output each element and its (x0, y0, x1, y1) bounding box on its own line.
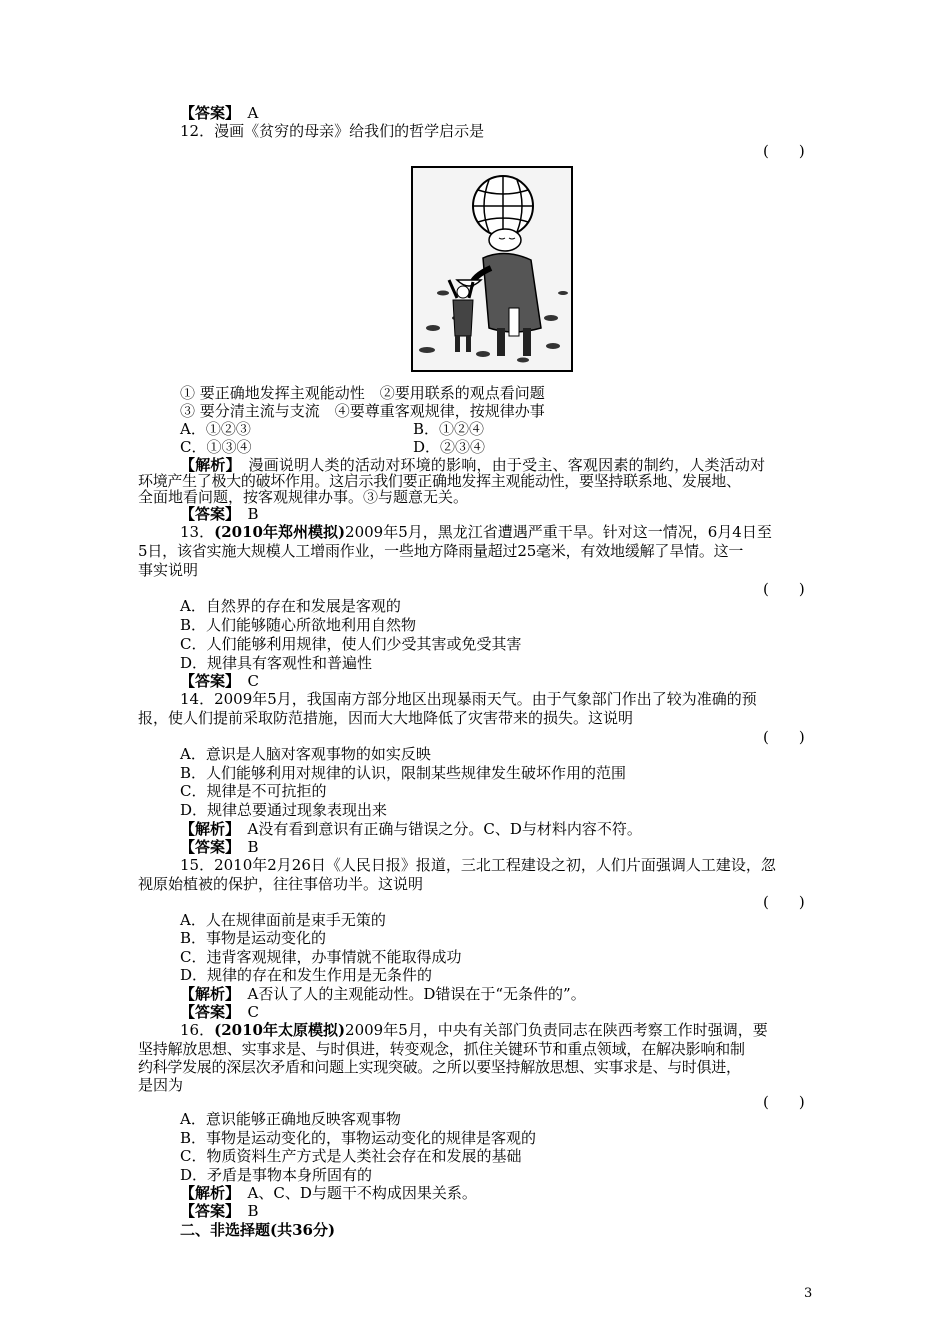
q12-answer-blank: ( ) (763, 142, 805, 160)
q15-stem-line2: 视原始植被的保护，往往事倍功半。这说明 (138, 875, 424, 893)
q16-stem-line1: 16．(2010年太原模拟)2009年5月，中央有关部门负责同志在陕西考察工作时强调，要 (180, 1021, 768, 1039)
q16-choice-b: B．事物是运动变化的，事物运动变化的规律是客观的 (180, 1129, 537, 1147)
page-number: 3 (804, 1286, 813, 1301)
q15-stem-line1: 15．2010年2月26日《人民日报》报道，三北工程建设之初，人们片面强调人工建设，忽 (180, 856, 776, 874)
q13-stem-line1: 13．(2010年郑州模拟)2009年5月，黑龙江省遭遇严重干旱。针对这一情况，6月4日至 (180, 523, 772, 541)
q13-choice-b: B．人们能够随心所欲地利用自然物 (180, 616, 417, 634)
q13-answer: 【答案】 C (180, 672, 260, 690)
q12-choice-c: C．①③④ (180, 438, 252, 456)
q13-choice-a: A．自然界的存在和发展是客观的 (180, 597, 401, 615)
q12-choice-b: B．①②④ (413, 420, 485, 438)
q14-choice-a: A．意识是人脑对客观事物的如实反映 (180, 745, 431, 763)
q16-answer-blank: ( ) (763, 1093, 805, 1111)
q14-answer-blank: ( ) (763, 728, 805, 746)
q16-stem-line3: 约科学发展的深层次矛盾和问题上实现突破。之所以要坚持解放思想、实事求是、与时俱进， (138, 1058, 741, 1076)
q12-analysis-line1: 【解析】 漫画说明人类的活动对环境的影响，由于受主、客观因素的制约，人类活动对 (180, 456, 766, 474)
q13-answer-blank: ( ) (763, 580, 805, 598)
q15-answer: 【答案】 C (180, 1003, 260, 1021)
q12-analysis-line2: 环境产生了极大的破坏作用。这启示我们要正确地发挥主观能动性，要坚持联系地、发展地、 (138, 472, 741, 490)
q14-choice-d: D．规律总要通过现象表现出来 (180, 801, 388, 819)
q16-answer: 【答案】 B (180, 1202, 259, 1220)
q13-choice-d: D．规律具有客观性和普遍性 (180, 654, 373, 672)
q12-options-line2: ③ 要分清主流与支流 ④要尊重客观规律，按规律办事 (180, 402, 545, 420)
q16-stem-line4: 是因为 (138, 1076, 184, 1094)
q16-stem-line2: 坚持解放思想、实事求是、与时俱进，转变观念，抓住关键环节和重点领域，在解决影响和制 (138, 1040, 745, 1058)
q16-analysis: 【解析】 A、C、D与题干不构成因果关系。 (180, 1184, 477, 1202)
q13-stem-line3: 事实说明 (138, 561, 199, 579)
cartoon-illustration (413, 168, 571, 370)
q14-choice-b: B．人们能够利用对规律的认识，限制某些规律发生破坏作用的范围 (180, 764, 627, 782)
q14-answer: 【答案】 B (180, 838, 259, 856)
q12-choice-a: A．①②③ (180, 420, 251, 438)
cartoon-image-poor-mother (411, 166, 573, 372)
q12-options-line1: ① 要正确地发挥主观能动性 ②要用联系的观点看问题 (180, 384, 545, 402)
q14-choice-c: C．规律是不可抗拒的 (180, 782, 327, 800)
q15-answer-blank: ( ) (763, 893, 805, 911)
q16-choice-c: C．物质资料生产方式是人类社会存在和发展的基础 (180, 1147, 522, 1165)
q12-stem: 12．漫画《贫穷的母亲》给我们的哲学启示是 (180, 122, 485, 140)
q15-choice-a: A．人在规律面前是束手无策的 (180, 911, 386, 929)
q14-stem-line2: 报，使人们提前采取防范措施，因而大大地降低了灾害带来的损失。这说明 (138, 709, 634, 727)
q15-choice-d: D．规律的存在和发生作用是无条件的 (180, 966, 433, 984)
q14-analysis: 【解析】 A没有看到意识有正确与错误之分。C、D与材料内容不符。 (180, 820, 642, 838)
section-heading-non-choice: 二、非选择题(共36分) (180, 1221, 336, 1239)
q11-answer: 【答案】 A (180, 104, 259, 122)
q15-analysis: 【解析】 A否认了人的主观能动性。D错误在于“无条件的”。 (180, 985, 586, 1003)
q15-choice-c: C．违背客观规律，办事情就不能取得成功 (180, 948, 462, 966)
q16-choice-a: A．意识能够正确地反映客观事物 (180, 1110, 401, 1128)
q12-choice-d: D．②③④ (413, 438, 486, 456)
q13-choice-c: C．人们能够利用规律，使人们少受其害或免受其害 (180, 635, 522, 653)
q14-stem-line1: 14．2009年5月，我国南方部分地区出现暴雨天气。由于气象部门作出了较为准确的预 (180, 690, 757, 708)
q15-choice-b: B．事物是运动变化的 (180, 929, 327, 947)
q16-choice-d: D．矛盾是事物本身所固有的 (180, 1166, 373, 1184)
q12-answer: 【答案】 B (180, 505, 259, 523)
q13-stem-line2: 5日，该省实施大规模人工增雨作业，一些地方降雨量超过25毫米，有效地缓解了旱情。这一 (138, 542, 744, 560)
q12-analysis-line3: 全面地看问题，按客观规律办事。③与题意无关。 (138, 488, 469, 506)
